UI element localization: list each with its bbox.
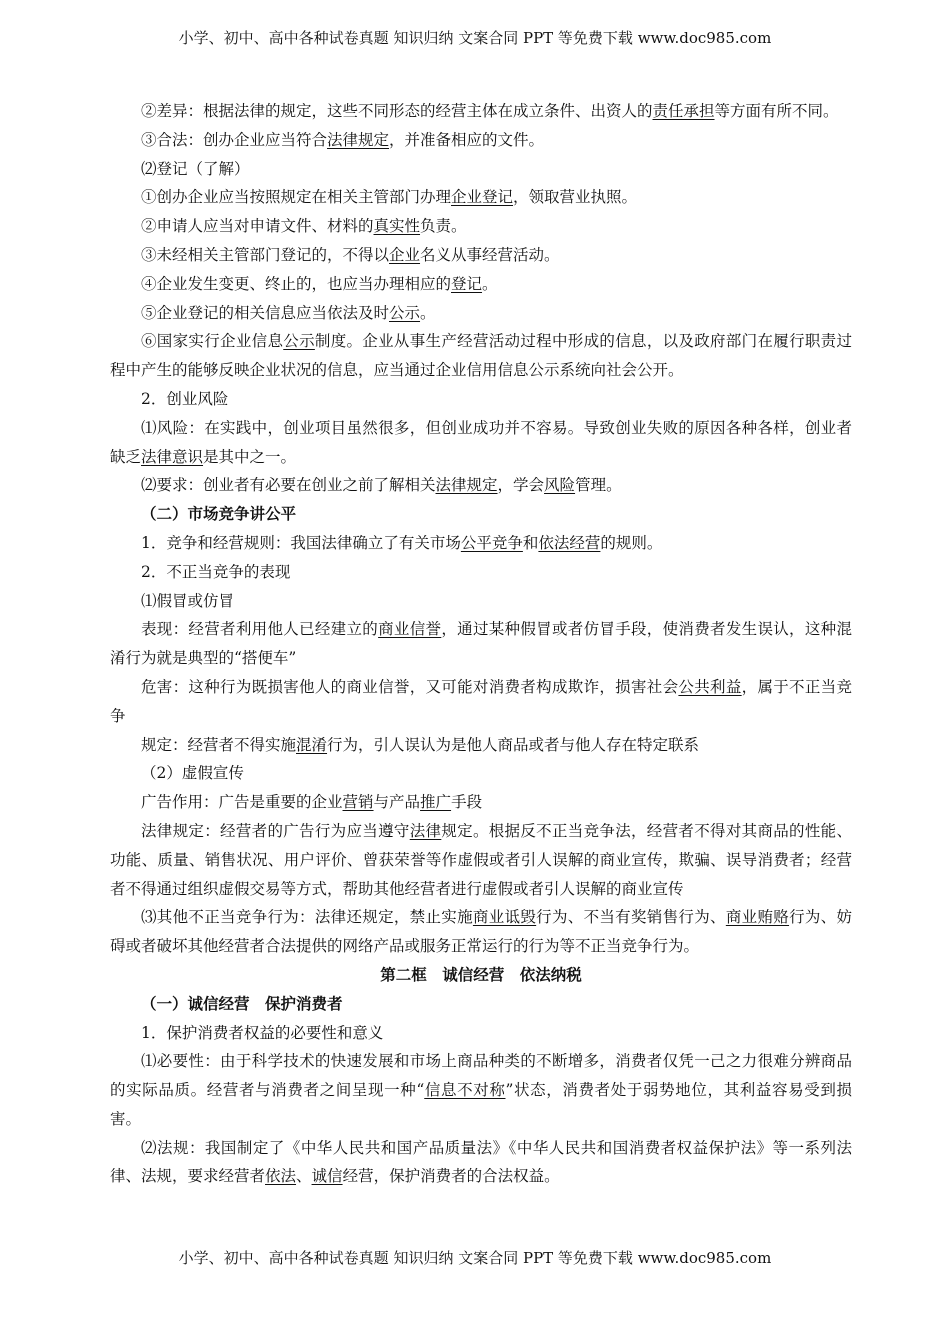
paragraph bbox=[110, 1134, 852, 1192]
text-segment: ④企业发生变更、终止的，也应当办理相应的 bbox=[141, 274, 452, 293]
underlined-keyword: 商业信誉 bbox=[378, 620, 442, 639]
text-segment: 制度。企业从事生产经营活动过程中形成的信息，以及政府部门在履行职责过程中产生的能够反映企业状况的信息，应当通过企业信用信息公示系统向社会公开。 bbox=[110, 332, 852, 380]
underlined-keyword: 风险 bbox=[544, 476, 576, 495]
text-segment: 和 bbox=[522, 533, 539, 552]
paragraph bbox=[110, 414, 852, 472]
text-segment: ⑵要求：创业者有必要在创业之前了解相关 bbox=[141, 476, 436, 495]
underlined-keyword: 依法经营 bbox=[538, 533, 601, 552]
underlined-keyword: 营销 bbox=[342, 793, 374, 812]
text-segment: 是其中之一。 bbox=[203, 447, 297, 466]
text-segment: ⑵登记（了解） bbox=[141, 159, 250, 178]
paragraph bbox=[110, 299, 852, 328]
paragraph bbox=[110, 903, 852, 961]
text-segment: ⑴必要性：由于科学技术的快速发展和市场上商品种类的不断增多，消费者仅凭一己之力很难分辨商品的实际品质。经营者与消费者之间呈现一种“ bbox=[110, 1052, 852, 1100]
text-segment: 行为、妨碍或者破坏其他经营者合法提供的网络产品或服务正常运行的行为等不正当竞争行为。 bbox=[110, 908, 852, 956]
text-segment: （二）市场竞争讲公平 bbox=[141, 504, 297, 524]
underlined-keyword: 公示 bbox=[283, 332, 315, 351]
text-segment: 行为，引人误认为是他人商品或者与他人存在特定联系 bbox=[327, 735, 700, 754]
page-header: 小学、初中、高中各种试卷真题 知识归纳 文案合同 PPT 等免费下载 www.doc985.com bbox=[178, 29, 772, 47]
text-segment: 2．不正当竞争的表现 bbox=[141, 562, 291, 581]
text-segment: ⑶其他不正当竞争行为：法律还规定，禁止实施 bbox=[141, 908, 473, 927]
text-segment: 、 bbox=[296, 1167, 312, 1186]
text-segment: 名义从事经营活动。 bbox=[420, 245, 560, 264]
underlined-keyword: 法律意识 bbox=[141, 447, 204, 466]
text-segment: 。 bbox=[482, 274, 498, 293]
text-segment: （一）诚信经营 保护消费者 bbox=[141, 993, 343, 1013]
text-segment: ，属于不正当竞争 bbox=[110, 677, 852, 725]
paragraph bbox=[110, 615, 852, 673]
text-segment: 与产品 bbox=[373, 793, 421, 812]
paragraph bbox=[110, 587, 852, 616]
text-segment: 等方面有所不同。 bbox=[714, 102, 839, 120]
text-segment: ，领取营业执照。 bbox=[513, 188, 638, 207]
text-segment: 。 bbox=[420, 303, 436, 322]
page-footer: 小学、初中、高中各种试卷真题 知识归纳 文案合同 PPT 等免费下载 www.doc985.com bbox=[178, 1249, 772, 1267]
text-segment: 经营，保护消费者的合法权益。 bbox=[342, 1167, 560, 1186]
text-segment: ⑤企业登记的相关信息应当依法及时 bbox=[141, 303, 390, 322]
paragraph bbox=[110, 731, 852, 760]
text-segment: 1．保护消费者权益的必要性和意义 bbox=[141, 1023, 384, 1042]
text-segment: ，学会 bbox=[497, 476, 545, 495]
document-body bbox=[110, 97, 852, 1191]
underlined-keyword: 公示 bbox=[389, 303, 421, 322]
underlined-keyword: 登记 bbox=[451, 274, 483, 293]
text-segment: ③合法：创办企业应当符合 bbox=[141, 130, 328, 149]
paragraph bbox=[110, 1019, 852, 1048]
underlined-keyword: 依法 bbox=[265, 1167, 297, 1186]
paragraph bbox=[110, 126, 852, 155]
paragraph bbox=[110, 673, 852, 731]
paragraph bbox=[110, 558, 852, 587]
text-segment: 规定。根据反不正当竞争法，经营者不得对其商品的性能、功能、质量、销售状况、用户评价、曾获荣誉等作虚假或者引人误解的商业宣传，欺骗、误导消费者；经营者不得通过组织虚假交易等方式，帮助其他经营者进行虚假或者引人误解的商业宣传 bbox=[110, 821, 852, 898]
text-segment: （2）虚假宣传 bbox=[141, 764, 244, 783]
text-segment: 危害：这种行为既损害他人的商业信誉，又可能对消费者构成欺诈，损害社会 bbox=[141, 677, 679, 696]
underlined-keyword: 公平竞争 bbox=[460, 533, 523, 552]
underlined-keyword: 企业登记 bbox=[451, 188, 514, 207]
text-segment: 第二框 诚信经营 依法纳税 bbox=[380, 964, 582, 984]
paragraph bbox=[110, 529, 852, 558]
text-segment: 广告作用：广告是重要的企业 bbox=[141, 793, 343, 812]
paragraph bbox=[110, 241, 852, 270]
underlined-keyword: 法律规定 bbox=[435, 476, 498, 495]
underlined-keyword: 诚信 bbox=[311, 1167, 343, 1186]
text-segment: ⑥国家实行企业信息 bbox=[141, 332, 284, 351]
text-segment: ⑵法规：我国制定了《中华人民共和国产品质量法》《中华人民共和国消费者权益保护法》等一系列法律、法规，要求经营者 bbox=[110, 1138, 852, 1186]
underlined-keyword: 法律规定 bbox=[327, 130, 390, 149]
section-title bbox=[110, 961, 852, 990]
text-segment: 规定：经营者不得实施 bbox=[141, 735, 297, 754]
underlined-keyword: 责任承担 bbox=[652, 102, 715, 120]
text-segment: 法律规定：经营者的广告行为应当遵守 bbox=[141, 821, 410, 840]
text-segment: ⑴风险：在实践中，创业项目虽然很多，但创业成功并不容易。导致创业失败的原因各种各样，创业者缺乏 bbox=[110, 418, 852, 466]
underlined-keyword: 公共利益 bbox=[678, 677, 742, 696]
paragraph bbox=[110, 817, 852, 903]
paragraph bbox=[110, 759, 852, 788]
underlined-keyword: 混淆 bbox=[296, 735, 328, 754]
underlined-keyword: 推广 bbox=[420, 793, 452, 812]
paragraph bbox=[110, 212, 852, 241]
text-segment: 表现：经营者利用他人已经建立的 bbox=[141, 620, 379, 639]
underlined-keyword: 商业诋毁 bbox=[472, 908, 537, 927]
subsection-heading bbox=[110, 990, 852, 1019]
paragraph bbox=[110, 385, 852, 414]
paragraph bbox=[110, 183, 852, 212]
text-segment: ②申请人应当对申请文件、材料的 bbox=[141, 217, 374, 236]
text-segment: 手段 bbox=[451, 793, 483, 812]
paragraph bbox=[110, 270, 852, 299]
text-segment: ”状态，消费者处于弱势地位，其利益容易受到损害。 bbox=[110, 1081, 852, 1128]
paragraph bbox=[110, 97, 852, 126]
paragraph bbox=[110, 155, 852, 184]
text-segment: ②差异：根据法律的规定，这些不同形态的经营主体在成立条件、出资人的 bbox=[141, 102, 653, 120]
text-segment: 管理。 bbox=[575, 476, 622, 495]
paragraph bbox=[110, 1047, 852, 1133]
paragraph bbox=[110, 788, 852, 817]
text-segment: 2．创业风险 bbox=[141, 389, 229, 408]
underlined-keyword: 商业贿赂 bbox=[725, 908, 790, 927]
text-segment: 的规则。 bbox=[600, 533, 663, 552]
text-segment: 行为、不当有奖销售行为、 bbox=[536, 908, 726, 927]
paragraph bbox=[110, 327, 852, 385]
text-segment: ⑴假冒或仿冒 bbox=[141, 591, 235, 610]
paragraph bbox=[110, 471, 852, 500]
text-segment: ，通过某种假冒或者仿冒手段，使消费者发生误认，这种混淆行为就是典型的“搭便车” bbox=[110, 620, 852, 668]
text-segment: ，并准备相应的文件。 bbox=[389, 130, 545, 149]
underlined-keyword: 真实性 bbox=[373, 217, 421, 236]
text-segment: ③未经相关主管部门登记的，不得以 bbox=[141, 245, 390, 264]
text-segment: 负责。 bbox=[420, 217, 467, 236]
underlined-keyword: 法律 bbox=[409, 821, 442, 840]
underlined-keyword: 企业 bbox=[389, 245, 421, 264]
text-segment: ①创办企业应当按照规定在相关主管部门办理 bbox=[141, 188, 452, 207]
text-segment: 1．竞争和经营规则：我国法律确立了有关市场 bbox=[141, 533, 461, 552]
subsection-heading bbox=[110, 500, 852, 529]
underlined-keyword: 信息不对称 bbox=[424, 1081, 506, 1100]
